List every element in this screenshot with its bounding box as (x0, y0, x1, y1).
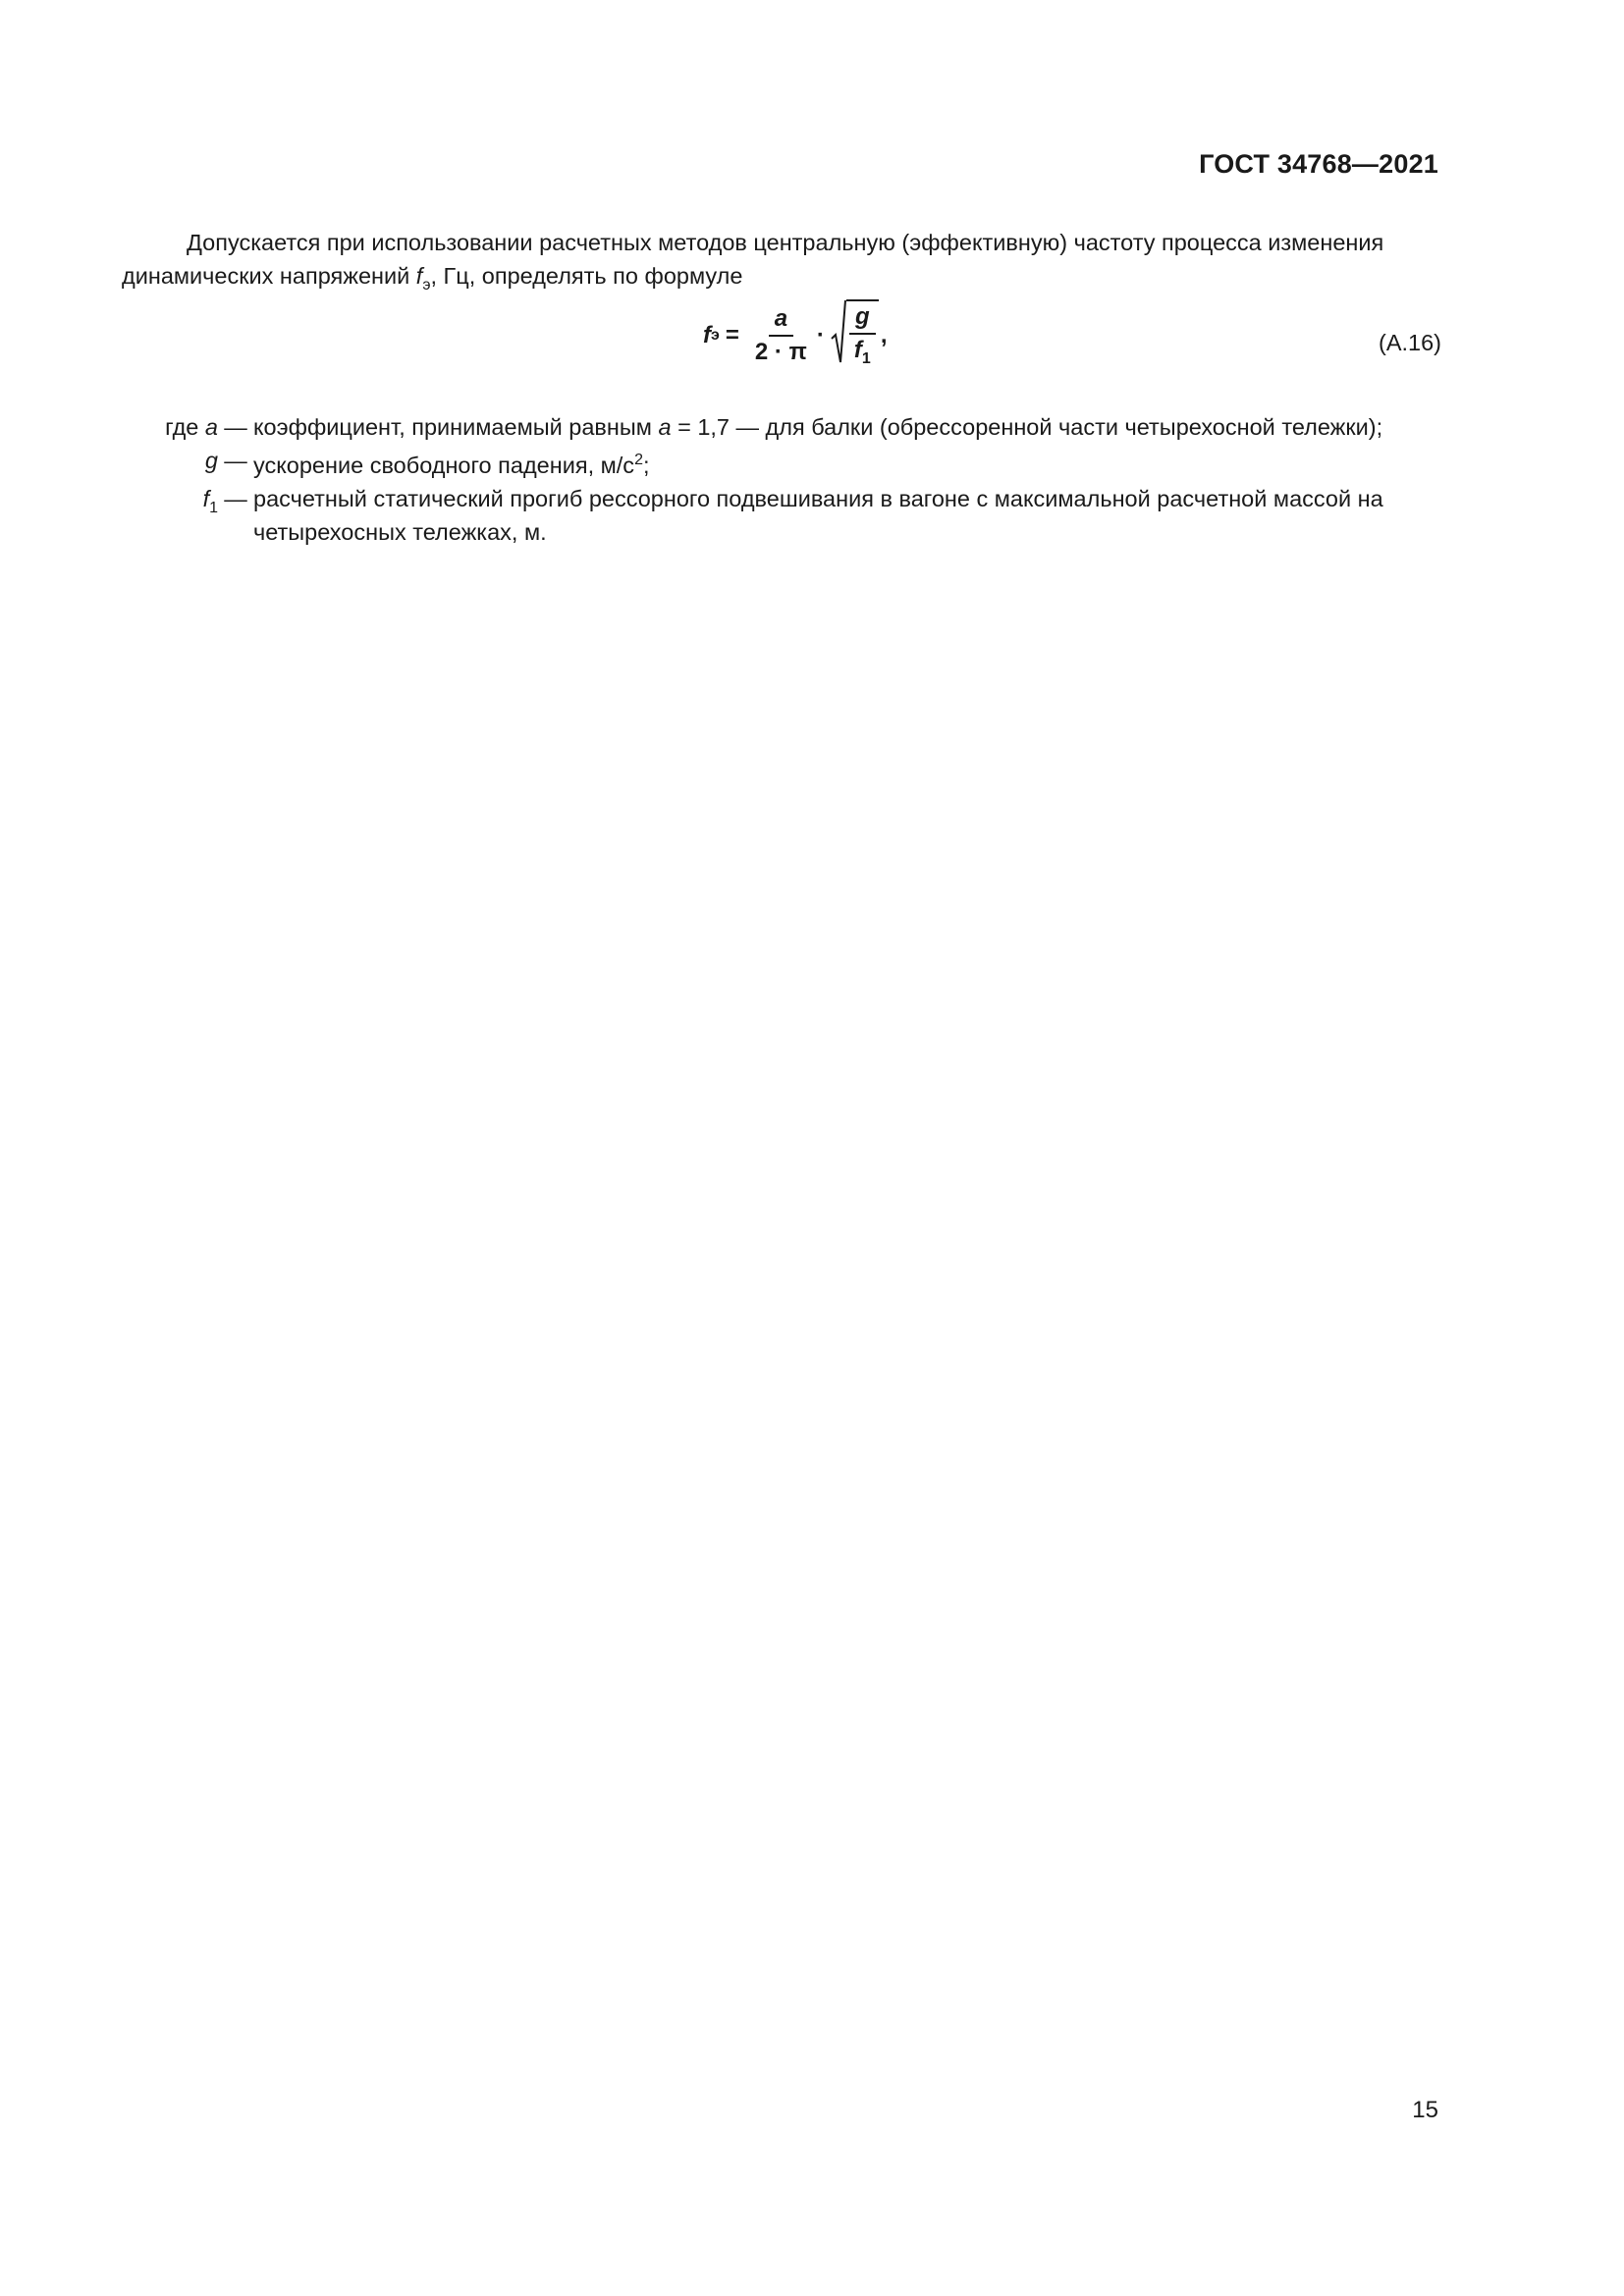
legend-dash: — (224, 448, 247, 473)
formula-a16 (703, 296, 888, 375)
legend-desc-before: коэффициент, принимаемый равным (253, 414, 659, 440)
legend-symbol-var: a (204, 414, 218, 440)
legend-description (253, 410, 1447, 444)
formula-root-numerator: g (849, 303, 876, 335)
formula-root-fraction (848, 303, 877, 373)
legend-symbol (122, 410, 218, 444)
legend-description (253, 444, 1447, 482)
document-header: ГОСТ 34768—2021 (1199, 149, 1438, 179)
sqrt-sign-icon (831, 299, 846, 364)
formula-equals: = (725, 322, 739, 348)
legend-symbol (122, 482, 218, 525)
legend-where: где (165, 414, 199, 440)
formula-root-denominator (848, 335, 877, 373)
legend-desc-var: a (658, 414, 672, 440)
legend-desc-text: ускорение свободного падения, м/с (253, 453, 635, 478)
legend-desc-end: ; (642, 453, 650, 478)
intro-text-after: , Гц, определять по формуле (430, 263, 743, 289)
formula-root-den-var: f (853, 336, 862, 363)
legend-desc-superscript: 2 (634, 452, 643, 468)
legend-dash: — (224, 486, 247, 511)
legend-dash: — (224, 414, 247, 440)
equation-number: (А.16) (1379, 330, 1441, 355)
intro-variable-subscript: э (422, 277, 431, 294)
legend-symbol-subscript: 1 (209, 500, 218, 516)
formula-root-den-subscript: 1 (861, 349, 871, 367)
formula-sqrt (831, 299, 879, 373)
legend-description: расчетный статический прогиб рессорного подвешивания в вагоне с максимальной расчетной массой на четырехосных тележках, м. (253, 486, 1383, 545)
formula-lhs-subscript: э (711, 327, 720, 344)
formula-lhs: f (703, 322, 711, 348)
formula-denominator: 2 · π (754, 339, 807, 365)
legend-symbol-var: f (202, 486, 210, 511)
page-number: 15 (1412, 2097, 1438, 2123)
variable-legend (122, 410, 1447, 549)
formula-fraction (749, 305, 813, 366)
formula-numerator: a (769, 305, 793, 337)
formula-dot: · (816, 322, 825, 348)
legend-desc-after: = 1,7 — для балки (обрессоренной части четырехосной тележки); (671, 414, 1383, 440)
legend-item (122, 482, 1447, 549)
formula-trailing-comma: , (880, 322, 888, 348)
intro-variable: f (415, 263, 423, 289)
legend-symbol (122, 444, 218, 477)
intro-text-before: Допускается при использовании расчетных методов центральную (эффективную) частоту процесса изменения динамических напряжений (122, 230, 1384, 289)
legend-symbol-var: g (204, 448, 218, 473)
intro-paragraph (122, 226, 1439, 302)
formula-radicand (846, 299, 879, 373)
legend-item (122, 410, 1447, 444)
legend-item (122, 444, 1447, 482)
